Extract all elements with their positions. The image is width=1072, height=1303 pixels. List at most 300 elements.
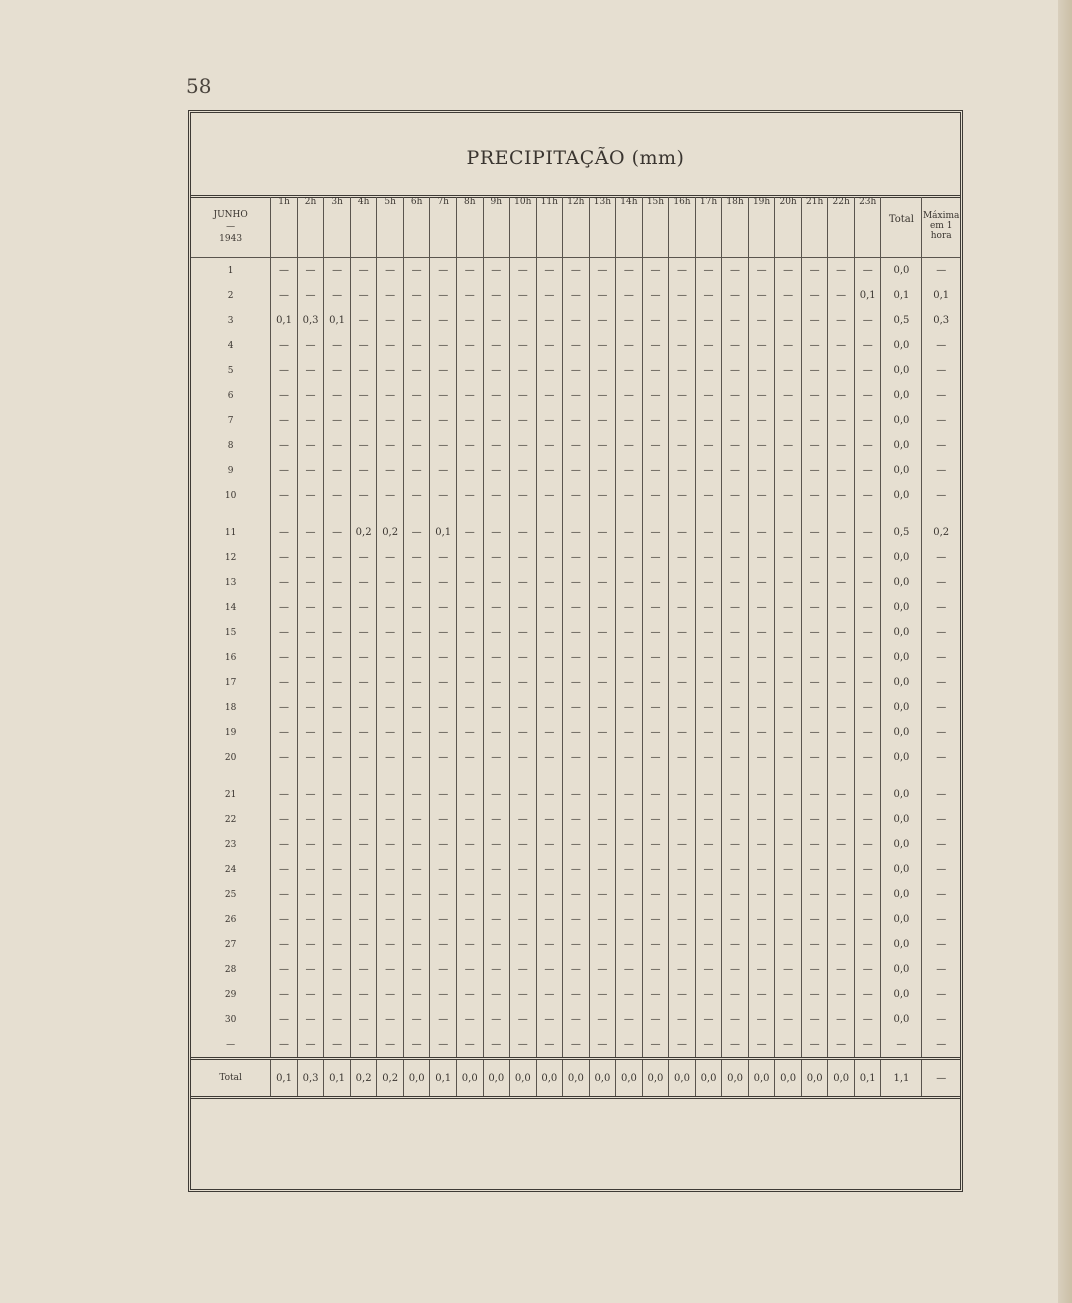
hour-value: — <box>563 932 590 957</box>
hour-value: — <box>854 957 881 982</box>
hour-value: — <box>271 957 298 982</box>
hour-value: — <box>854 383 881 408</box>
hour-value: — <box>616 982 643 1007</box>
hour-value: — <box>854 483 881 508</box>
hour-value: — <box>589 957 616 982</box>
table-row <box>191 957 960 982</box>
hour-value: — <box>297 807 324 832</box>
hour-value: — <box>350 620 377 645</box>
hour-value: — <box>297 832 324 857</box>
hour-value: — <box>536 857 563 882</box>
hour-value: — <box>828 695 855 720</box>
hour-value: — <box>695 283 722 308</box>
hour-value: — <box>589 932 616 957</box>
day-cell: 4 <box>227 340 234 351</box>
hour-value: — <box>801 907 828 932</box>
day-cell: 18 <box>224 702 237 713</box>
hour-value: — <box>616 670 643 695</box>
row-max: — <box>922 957 960 982</box>
hour-value: — <box>828 283 855 308</box>
hour-value: — <box>642 832 669 857</box>
hour-value: — <box>748 520 775 545</box>
hour-value: — <box>589 832 616 857</box>
hour-value: — <box>563 695 590 720</box>
row-total: 0,0 <box>881 545 922 570</box>
hour-value: — <box>748 932 775 957</box>
hour-value: — <box>563 720 590 745</box>
hour-value: — <box>722 807 749 832</box>
hour-value: — <box>403 882 430 907</box>
hour-value: — <box>642 520 669 545</box>
hour-value: — <box>483 520 510 545</box>
spacer-cell <box>748 770 775 782</box>
hour-value: — <box>695 807 722 832</box>
row-max: — <box>922 807 960 832</box>
hour-value: — <box>828 907 855 932</box>
hour-value: — <box>695 570 722 595</box>
spacer-cell <box>191 508 271 520</box>
hour-value: — <box>616 258 643 284</box>
hour-value: — <box>669 595 696 620</box>
hour-value: — <box>589 308 616 333</box>
row-max: — <box>922 882 960 907</box>
hour-value: — <box>430 283 457 308</box>
hour-total: 0,2 <box>350 1059 377 1098</box>
hour-value: — <box>536 620 563 645</box>
hour-value: — <box>854 695 881 720</box>
hour-value: — <box>483 882 510 907</box>
month-header <box>191 197 271 258</box>
hour-value: — <box>642 645 669 670</box>
spacer-cell <box>456 770 483 782</box>
hour-value: — <box>510 720 537 745</box>
hour-value: — <box>271 358 298 383</box>
hour-value: — <box>536 782 563 807</box>
spacer-cell <box>695 770 722 782</box>
hour-value: — <box>350 807 377 832</box>
day-cell: 7 <box>227 415 234 426</box>
hour-value: — <box>456 258 483 284</box>
hour-value: — <box>828 745 855 770</box>
row-max: 0,3 <box>922 308 960 333</box>
day-cell: 29 <box>224 989 237 1000</box>
hour-value: — <box>801 932 828 957</box>
hour-value: — <box>536 333 563 358</box>
hour-value: — <box>297 857 324 882</box>
spacer-cell <box>510 770 537 782</box>
hour-value: — <box>801 358 828 383</box>
hour-value: — <box>297 1007 324 1032</box>
hour-value: — <box>324 745 351 770</box>
table-row <box>191 258 960 284</box>
hour-value: — <box>456 745 483 770</box>
hour-value: — <box>642 857 669 882</box>
spacer-cell <box>510 508 537 520</box>
hour-value: — <box>350 1007 377 1032</box>
hour-value: — <box>854 832 881 857</box>
spacer-cell <box>191 770 271 782</box>
hour-value: — <box>350 283 377 308</box>
spacer-cell <box>722 508 749 520</box>
hour-value: — <box>456 408 483 433</box>
spacer-cell <box>616 508 643 520</box>
hour-value: — <box>403 333 430 358</box>
spacer-cell <box>748 508 775 520</box>
hour-value: — <box>430 782 457 807</box>
hour-value: — <box>510 695 537 720</box>
hour-value: — <box>722 720 749 745</box>
hour-value: — <box>510 957 537 982</box>
row-max: — <box>922 483 960 508</box>
hour-value: — <box>775 283 802 308</box>
hour-value: — <box>403 483 430 508</box>
hour-value: — <box>775 620 802 645</box>
hour-value: — <box>324 520 351 545</box>
hour-total: 0,0 <box>828 1059 855 1098</box>
spacer-cell <box>775 770 802 782</box>
day-cell: 28 <box>224 964 237 975</box>
hour-value: — <box>350 745 377 770</box>
hour-value: — <box>722 832 749 857</box>
hour-value: — <box>669 483 696 508</box>
hour-value: — <box>563 807 590 832</box>
hour-value: — <box>271 458 298 483</box>
hour-value: — <box>642 807 669 832</box>
hour-value: — <box>828 645 855 670</box>
hour-value: — <box>377 745 404 770</box>
hour-value: — <box>297 620 324 645</box>
hour-value: — <box>483 1007 510 1032</box>
spacer-cell <box>563 508 590 520</box>
hour-value: — <box>324 882 351 907</box>
hour-value: — <box>642 408 669 433</box>
hour-value: — <box>377 308 404 333</box>
table-row <box>191 1032 960 1059</box>
hour-value: — <box>695 1007 722 1032</box>
title-box <box>191 113 960 198</box>
spacer-cell <box>536 770 563 782</box>
row-total: 0,0 <box>881 1007 922 1032</box>
spacer-cell <box>881 508 922 520</box>
hour-value: — <box>483 570 510 595</box>
hour-value: — <box>350 857 377 882</box>
hour-value: — <box>403 782 430 807</box>
hour-value: — <box>350 782 377 807</box>
hour-value: — <box>536 570 563 595</box>
hour-value: — <box>854 545 881 570</box>
hour-value: — <box>324 383 351 408</box>
hour-value: — <box>456 857 483 882</box>
hour-value: — <box>775 520 802 545</box>
hour-value: — <box>801 745 828 770</box>
hour-value: — <box>669 283 696 308</box>
hour-value: — <box>430 932 457 957</box>
hour-value: — <box>297 1032 324 1059</box>
hour-value: — <box>430 807 457 832</box>
hour-value: — <box>271 258 298 284</box>
hour-value: — <box>403 1007 430 1032</box>
hour-value: — <box>589 670 616 695</box>
hour-value: — <box>483 483 510 508</box>
hour-value: — <box>271 670 298 695</box>
hour-value: — <box>801 545 828 570</box>
spacer-cell <box>589 770 616 782</box>
hour-value: — <box>695 408 722 433</box>
hour-total: 0,0 <box>403 1059 430 1098</box>
hour-value: — <box>722 545 749 570</box>
hour-value: — <box>430 595 457 620</box>
hour-value: — <box>510 358 537 383</box>
spacer-cell <box>801 508 828 520</box>
hour-value: — <box>695 545 722 570</box>
hour-value: — <box>695 720 722 745</box>
hour-value: — <box>775 545 802 570</box>
hour-value: — <box>510 258 537 284</box>
hour-value: — <box>854 882 881 907</box>
hour-value: — <box>616 645 643 670</box>
row-max: — <box>922 745 960 770</box>
hour-value: — <box>377 595 404 620</box>
row-total: 0,0 <box>881 807 922 832</box>
hour-value: — <box>483 283 510 308</box>
hour-value: — <box>324 857 351 882</box>
hour-value: — <box>854 358 881 383</box>
hour-value: — <box>456 483 483 508</box>
hour-value: — <box>456 982 483 1007</box>
hour-value: — <box>695 832 722 857</box>
hour-value: — <box>722 857 749 882</box>
hour-value: 0,1 <box>430 520 457 545</box>
hour-value: — <box>350 695 377 720</box>
hour-value: — <box>828 570 855 595</box>
hour-value: — <box>589 458 616 483</box>
hour-value: — <box>722 695 749 720</box>
table-row <box>191 520 960 545</box>
hour-value: — <box>297 957 324 982</box>
hour-value: — <box>297 358 324 383</box>
hour-value: — <box>403 458 430 483</box>
hour-value: — <box>510 520 537 545</box>
hour-value: — <box>695 595 722 620</box>
hour-value: — <box>483 333 510 358</box>
hour-value: — <box>589 620 616 645</box>
hour-value: — <box>563 645 590 670</box>
hour-value: — <box>324 1032 351 1059</box>
hour-value: — <box>695 1032 722 1059</box>
spacer-row <box>191 770 960 782</box>
hour-value: — <box>536 832 563 857</box>
spacer-cell <box>922 508 960 520</box>
hour-value: — <box>589 1032 616 1059</box>
hour-value: — <box>854 907 881 932</box>
day-cell: 22 <box>224 814 237 825</box>
hour-value: — <box>854 670 881 695</box>
hour-value: — <box>483 258 510 284</box>
hour-value: — <box>563 483 590 508</box>
hour-value: — <box>669 832 696 857</box>
hour-value: — <box>563 333 590 358</box>
hour-value: — <box>828 483 855 508</box>
hour-value: — <box>854 408 881 433</box>
hour-value: 0,3 <box>297 308 324 333</box>
hour-value: — <box>748 333 775 358</box>
hour-value: — <box>854 595 881 620</box>
hour-value: — <box>403 670 430 695</box>
spacer-cell <box>324 508 351 520</box>
hour-value: — <box>854 433 881 458</box>
hour-value: — <box>589 383 616 408</box>
hour-value: — <box>483 1032 510 1059</box>
day-cell: — <box>226 1039 236 1050</box>
table-row <box>191 433 960 458</box>
hour-value: — <box>483 720 510 745</box>
hour-value: — <box>801 832 828 857</box>
hour-value: — <box>669 882 696 907</box>
hour-value: — <box>642 1007 669 1032</box>
hour-value: — <box>828 807 855 832</box>
hour-value: — <box>456 595 483 620</box>
hour-value: — <box>775 383 802 408</box>
spacer-cell <box>695 508 722 520</box>
hour-value: — <box>748 957 775 982</box>
row-max: — <box>922 258 960 284</box>
hour-value: — <box>377 358 404 383</box>
hour-value: — <box>483 745 510 770</box>
row-max: — <box>922 932 960 957</box>
hour-value: — <box>669 458 696 483</box>
hour-value: — <box>669 1032 696 1059</box>
hour-value: — <box>271 807 298 832</box>
hour-value: — <box>377 670 404 695</box>
hour-value: — <box>430 383 457 408</box>
hour-value: — <box>430 720 457 745</box>
hour-value: — <box>854 782 881 807</box>
hour-value: — <box>536 982 563 1007</box>
hour-value: — <box>828 857 855 882</box>
hour-value: — <box>377 1032 404 1059</box>
hour-value: — <box>669 358 696 383</box>
row-total: 0,0 <box>881 745 922 770</box>
hour-value: — <box>297 645 324 670</box>
hour-value: — <box>722 907 749 932</box>
hour-value: — <box>563 458 590 483</box>
hour-value: — <box>271 595 298 620</box>
day-cell: 6 <box>227 390 234 401</box>
hour-value: — <box>722 670 749 695</box>
totals-row <box>191 1059 960 1098</box>
hour-header: 21h <box>801 197 828 258</box>
hour-value: — <box>801 957 828 982</box>
hour-value: — <box>801 782 828 807</box>
hour-value: — <box>589 433 616 458</box>
hour-value: — <box>563 620 590 645</box>
hour-value: — <box>722 882 749 907</box>
hour-value: — <box>642 308 669 333</box>
hour-value: — <box>642 333 669 358</box>
hour-value: — <box>350 545 377 570</box>
hour-total: 0,0 <box>669 1059 696 1098</box>
spacer-cell <box>775 508 802 520</box>
hour-value: — <box>483 782 510 807</box>
row-max: — <box>922 333 960 358</box>
hour-value: — <box>801 333 828 358</box>
hour-value: — <box>403 620 430 645</box>
hour-value: — <box>775 1007 802 1032</box>
hour-value: — <box>350 433 377 458</box>
hour-value: — <box>510 1007 537 1032</box>
hour-value: — <box>722 782 749 807</box>
row-total: 0,0 <box>881 857 922 882</box>
hour-total: 0,1 <box>271 1059 298 1098</box>
row-total: 0,0 <box>881 358 922 383</box>
hour-value: — <box>403 570 430 595</box>
hour-value: — <box>483 932 510 957</box>
hour-value: — <box>775 695 802 720</box>
hour-value: — <box>510 882 537 907</box>
hour-value: — <box>775 358 802 383</box>
hour-value: — <box>616 882 643 907</box>
row-total: 0,0 <box>881 408 922 433</box>
hour-value: — <box>589 545 616 570</box>
row-total: 0,5 <box>881 520 922 545</box>
hour-value: 0,1 <box>324 308 351 333</box>
hour-value: — <box>775 333 802 358</box>
hour-value: — <box>271 333 298 358</box>
hour-value: — <box>324 957 351 982</box>
hour-value: — <box>722 570 749 595</box>
hour-value: — <box>801 620 828 645</box>
hour-value: — <box>801 595 828 620</box>
hour-value: — <box>563 570 590 595</box>
day-cell: 2 <box>227 290 234 301</box>
hour-value: — <box>536 720 563 745</box>
hour-value: — <box>616 333 643 358</box>
hour-value: — <box>297 745 324 770</box>
hour-value: — <box>748 570 775 595</box>
page-number: 58 <box>186 74 212 98</box>
row-total: 0,0 <box>881 907 922 932</box>
hour-value: — <box>642 695 669 720</box>
hour-value: — <box>510 433 537 458</box>
hour-value: — <box>297 458 324 483</box>
hour-value: — <box>828 832 855 857</box>
hour-value: — <box>589 520 616 545</box>
hour-value: — <box>589 333 616 358</box>
hour-value: — <box>430 545 457 570</box>
spacer-cell <box>669 770 696 782</box>
hour-value: — <box>748 595 775 620</box>
row-total: 0,0 <box>881 645 922 670</box>
hour-value: — <box>854 520 881 545</box>
hour-value: — <box>828 408 855 433</box>
hour-value: — <box>536 433 563 458</box>
row-total: 0,0 <box>881 258 922 284</box>
row-total: 0,0 <box>881 333 922 358</box>
hour-value: — <box>271 745 298 770</box>
hour-value: — <box>801 283 828 308</box>
hour-value: — <box>456 670 483 695</box>
hour-value: — <box>536 520 563 545</box>
hour-value: — <box>695 782 722 807</box>
hour-value: — <box>456 620 483 645</box>
hour-value: — <box>642 782 669 807</box>
hour-total: 0,2 <box>377 1059 404 1098</box>
day-cell: 19 <box>224 727 237 738</box>
hour-value: — <box>377 570 404 595</box>
spacer-cell <box>483 770 510 782</box>
hour-value: — <box>403 695 430 720</box>
hour-value: — <box>483 670 510 695</box>
